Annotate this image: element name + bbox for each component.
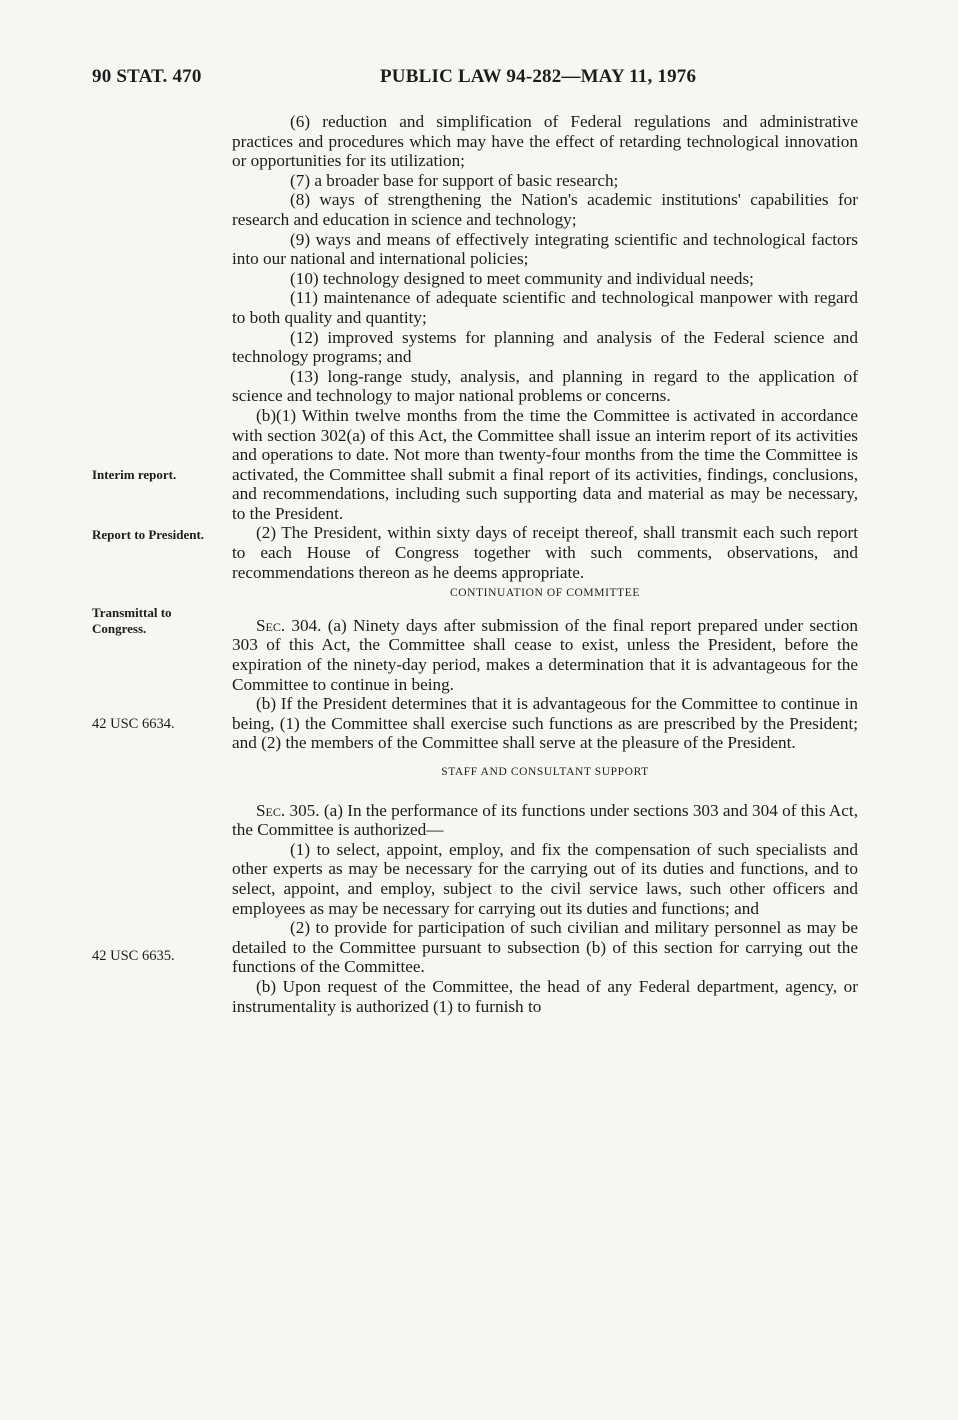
body-text bbox=[232, 112, 858, 1016]
page-reference: 90 STAT. 470 bbox=[92, 66, 202, 87]
list-item: (11) maintenance of adequate scientific and technological manpower with regard to both quality and quantity; bbox=[232, 288, 858, 327]
margin-note-usc-6635: 42 USC 6635. bbox=[92, 948, 175, 964]
margin-note-report-to-president: Report to President. bbox=[92, 527, 205, 542]
section-305a bbox=[232, 801, 858, 840]
margin-note-transmittal: Transmittal to Congress. bbox=[92, 605, 172, 636]
section-label: Sec. 305. bbox=[256, 800, 320, 820]
margin-note-interim-report: Interim report. bbox=[92, 467, 177, 482]
list-item: (6) reduction and simplification of Federal regulations and administrative practices and procedures which may have the effect of retarding technological innovation or opportunities for its utilization; bbox=[232, 112, 858, 171]
list-item: (13) long-range study, analysis, and planning in regard to the application of science and technology to major national problems or concerns. bbox=[232, 366, 858, 406]
list-item: (10) technology designed to meet community and individual needs; bbox=[290, 268, 754, 288]
section-305a1: (1) to select, appoint, employ, and fix the compensation of such specialists and other experts as may be necessary for the carrying out of its duties and functions, and to select, appoint, and employ, subject to the civil service laws, such other officers and employees as may be necessary for carrying out its duties and functions; and bbox=[232, 839, 858, 918]
section-304a-text: (a) Ninety days after submission of the final report prepared under section 303 of this Act, the Committee shall cease to exist, unless the President, before the expiration of the ninety-day period, makes a determination that it is advantageous for the Committee to continue in being. bbox=[232, 615, 858, 694]
section-heading-continuation: CONTINUATION OF COMMITTEE bbox=[449, 587, 641, 600]
list-item: (8) ways of strengthening the Nation's academic institutions' capabilities for research and education in science and technology; bbox=[232, 190, 858, 229]
section-303b-paragraph-1: (b)(1) Within twelve months from the time the Committee is activated in accordance with section 302(a) of this Act, the Committee shall issue an interim report of its activities and operations to date. Not more than twenty-four months from the time the Committee is activated, the Committee shall submit a final report of its activities, findings, conclusions, and recommendations, including such supporting data and material as may be necessary, to the President. bbox=[232, 405, 858, 523]
margin-note-usc-6634: 42 USC 6634. bbox=[92, 716, 175, 732]
section-304a bbox=[232, 616, 858, 694]
list-item: (9) ways and means of effectively integrating scientific and technological factors into our national and international policies; bbox=[232, 229, 858, 269]
section-304b: (b) If the President determines that it is advantageous for the Committee to continue in being, (1) the Committee shall exercise such functions as are prescribed by the President; and (2) the members of the Committee shall serve at the pleasure of the President. bbox=[232, 694, 858, 753]
page-title: PUBLIC LAW 94-282—MAY 11, 1976 bbox=[380, 66, 697, 87]
section-305a2: (2) to provide for participation of such civilian and military personnel as may be detailed to the Committee pursuant to subsection (b) of this section for carrying out the functions of the Committee. bbox=[232, 918, 858, 977]
section-303b-paragraph-2: (2) The President, within sixty days of receipt thereof, shall transmit each such report to each House of Congress together with such comments, observations, and recommendations thereon as he deems appropriate. bbox=[232, 523, 858, 582]
list-item: (7) a broader base for support of basic research; bbox=[290, 170, 619, 190]
section-heading-staff: STAFF AND CONSULTANT SUPPORT bbox=[441, 766, 649, 778]
section-305b: (b) Upon request of the Committee, the head of any Federal department, agency, or instrumentality is authorized (1) to furnish to bbox=[232, 976, 858, 1016]
list-item: (12) improved systems for planning and analysis of the Federal science and technology programs; and bbox=[232, 327, 858, 367]
section-label: Sec. 304. bbox=[256, 615, 322, 635]
section-305a-text: (a) In the performance of its functions under sections 303 and 304 of this Act, the Committee is authorized— bbox=[232, 800, 859, 840]
